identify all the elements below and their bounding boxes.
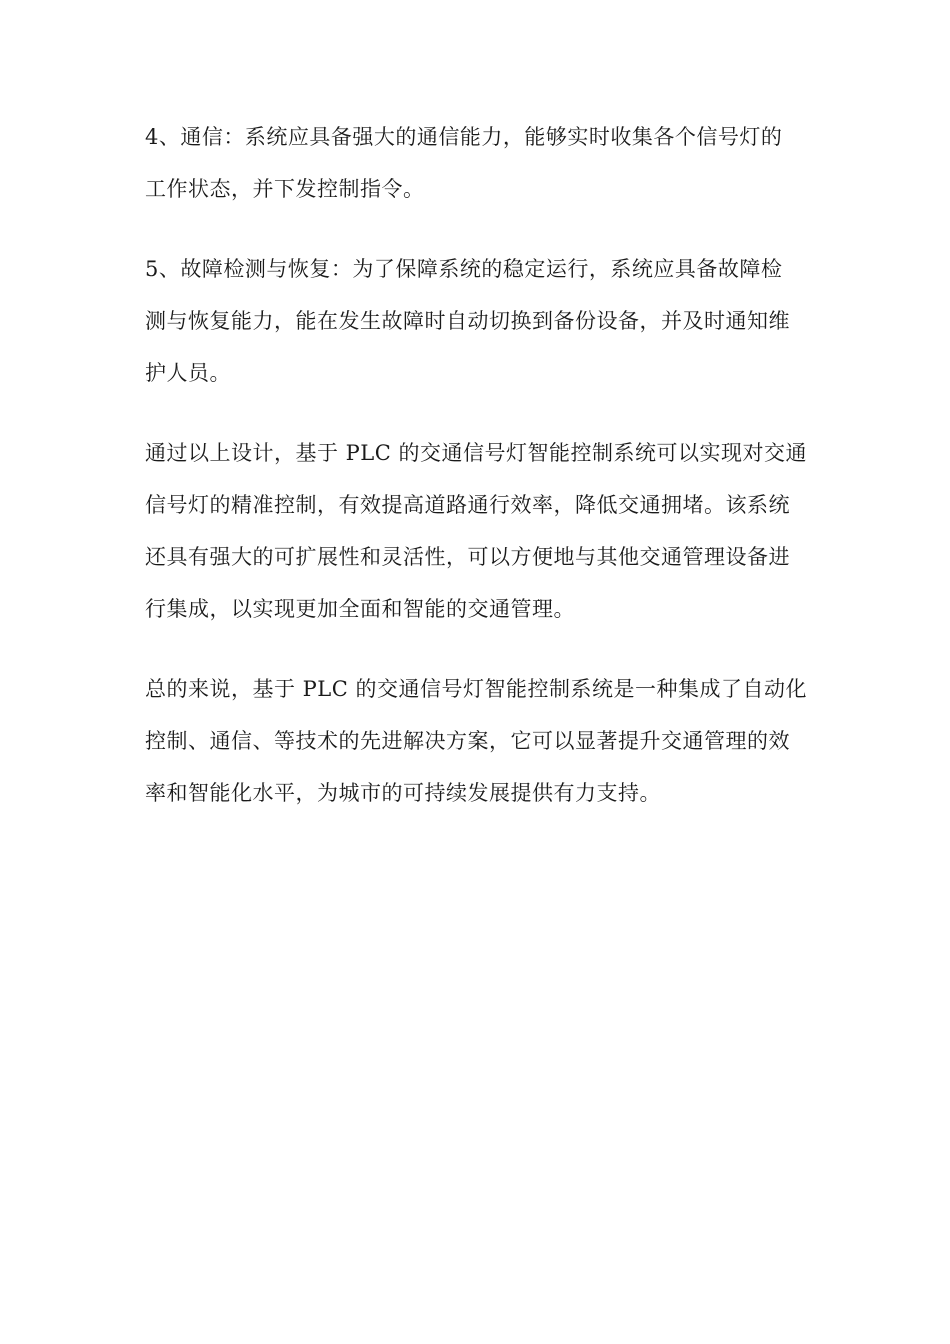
paragraph-line: 还具有强大的可扩展性和灵活性，可以方便地与其他交通管理设备进: [145, 545, 790, 569]
document-body: [145, 111, 810, 847]
paragraph-line: 工作状态，并下发控制指令。: [145, 177, 425, 201]
paragraph-line: 5、故障检测与恢复：为了保障系统的稳定运行，系统应具备故障检: [145, 257, 783, 281]
paragraph-line: 信号灯的精准控制，有效提高道路通行效率，降低交通拥堵。该系统: [145, 493, 790, 517]
paragraph-line: 行集成，以实现更加全面和智能的交通管理。: [145, 597, 575, 621]
paragraph-fault-detection: [145, 243, 810, 399]
paragraph-line: 4、通信：系统应具备强大的通信能力，能够实时收集各个信号灯的: [145, 125, 783, 149]
paragraph-design-summary: [145, 427, 810, 635]
paragraph-line: 护人员。: [145, 361, 231, 385]
paragraph-line: 总的来说，基于 PLC 的交通信号灯智能控制系统是一种集成了自动化: [145, 677, 807, 701]
paragraph-line: 率和智能化水平，为城市的可持续发展提供有力支持。: [145, 781, 661, 805]
paragraph-line: 控制、通信、等技术的先进解决方案，它可以显著提升交通管理的效: [145, 729, 790, 753]
paragraph-communication: [145, 111, 810, 215]
paragraph-line: 通过以上设计，基于 PLC 的交通信号灯智能控制系统可以实现对交通: [145, 441, 807, 465]
paragraph-line: 测与恢复能力，能在发生故障时自动切换到备份设备，并及时通知维: [145, 309, 790, 333]
paragraph-conclusion: [145, 663, 810, 819]
